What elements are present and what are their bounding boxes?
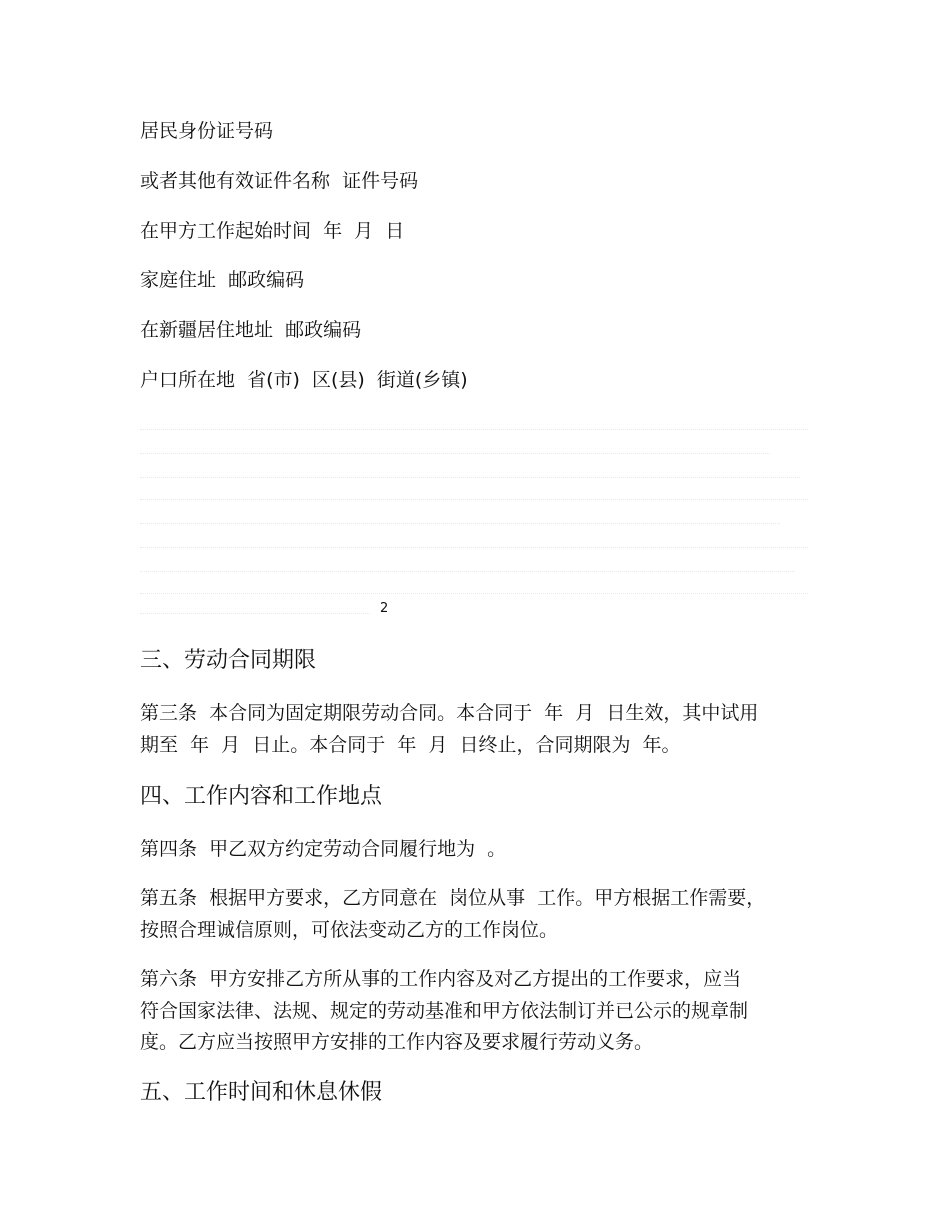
faint-line <box>140 477 800 478</box>
section-heading-hours: 五、工作时间和休息休假 <box>140 1080 383 1105</box>
page-number: 2 <box>380 601 389 616</box>
article-3-line-2: 期至 年 月 日止。本合同于 年 月 日终止，合同期限为 年。 <box>140 734 681 756</box>
field-other-id: 或者其他有效证件名称 证件号码 <box>140 170 419 192</box>
section-heading-term: 三、劳动合同期限 <box>140 648 317 673</box>
faint-line <box>140 547 808 548</box>
faint-line <box>140 613 370 614</box>
article-6-line-2: 符合国家法律、法规、规定的劳动基准和甲方依法制订并已公示的规章制 <box>140 1000 749 1022</box>
field-home-address: 家庭住址 邮政编码 <box>140 269 305 291</box>
article-5-line-2: 按照合理诚信原则，可依法变动乙方的工作岗位。 <box>140 919 559 941</box>
field-id-number: 居民身份证号码 <box>140 120 274 142</box>
faint-line <box>140 593 808 594</box>
page-break-region <box>140 425 808 613</box>
article-6-line-1: 第六条 甲方安排乙方所从事的工作内容及对乙方提出的工作要求，应当 <box>140 968 742 990</box>
article-5-line-1: 第五条 根据甲方要求，乙方同意在 岗位从事 工作。甲方根据工作需要， <box>140 887 766 909</box>
faint-line <box>140 523 780 524</box>
field-start-date: 在甲方工作起始时间 年 月 日 <box>140 220 405 242</box>
article-4-line-1: 第四条 甲乙双方约定劳动合同履行地为 。 <box>140 838 507 860</box>
faint-line <box>140 499 808 500</box>
faint-line <box>140 429 808 430</box>
faint-line <box>140 571 795 572</box>
section-heading-work: 四、工作内容和工作地点 <box>140 784 383 809</box>
faint-line <box>140 453 770 454</box>
field-xinjiang-address: 在新疆居住地址 邮政编码 <box>140 319 362 341</box>
article-6-line-3: 度。乙方应当按照甲方安排的工作内容及要求履行劳动义务。 <box>140 1031 654 1053</box>
field-hukou: 户口所在地 省(市) 区(县) 街道(乡镇) <box>140 369 468 391</box>
article-3-line-1: 第三条 本合同为固定期限劳动合同。本合同于 年 月 日生效，其中试用 <box>140 702 759 724</box>
